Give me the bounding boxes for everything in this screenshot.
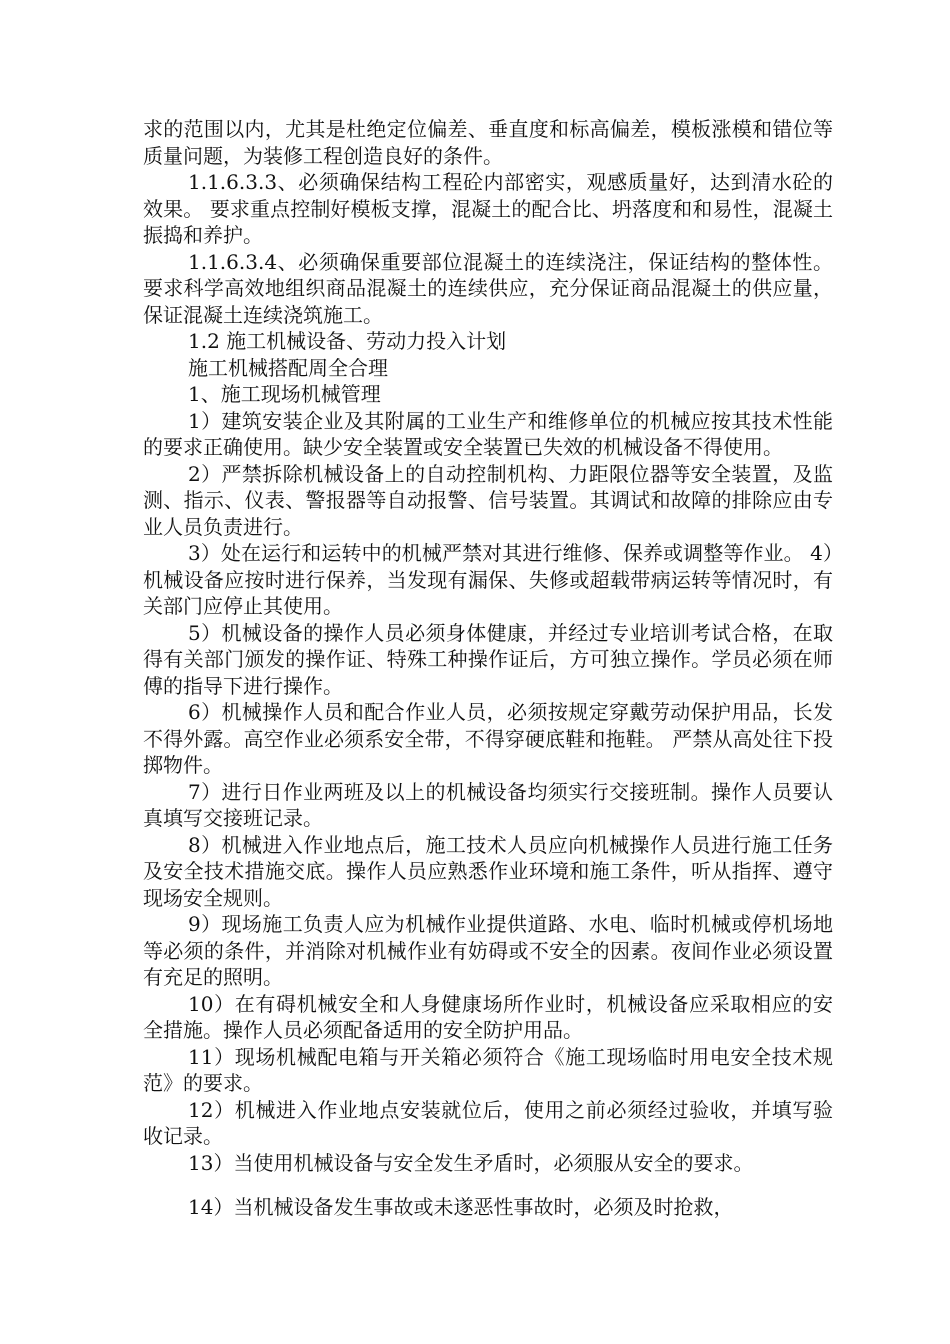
paragraph-continuation: 求的范围以内，尤其是杜绝定位偏差、垂直度和标高偏差，模板涨模和错位等质量问题，为装修工程创造良好的条件。 xyxy=(143,117,833,168)
section-heading-1-2: 1.2 施工机械设备、劳动力投入计划 xyxy=(188,329,507,353)
list-item-3-4: 3）处在运行和运转中的机械严禁对其进行维修、保养或调整等作业。 4）机械设备应按时进行保养，当发现有漏保、失修或超载带病运转等情况时，有关部门应停止其使用。 xyxy=(143,541,833,618)
subheading-site-machinery-management: 1、施工现场机械管理 xyxy=(188,382,381,406)
list-item-6: 6）机械操作人员和配合作业人员，必须按规定穿戴劳动保护用品，长发不得外露。高空作业必须系安全带，不得穿硬底鞋和拖鞋。 严禁从高处往下投掷物件。 xyxy=(143,700,833,777)
list-item-5: 5）机械设备的操作人员必须身体健康，并经过专业培训考试合格，在取得有关部门颁发的操作证、特殊工种操作证后，方可独立操作。学员必须在师傅的指导下进行操作。 xyxy=(143,620,833,698)
list-item-12: 12）机械进入作业地点安装就位后，使用之前必须经过验收，并填写验收记录。 xyxy=(143,1097,833,1148)
list-item-14: 14）当机械设备发生事故或未遂恶性事故时，必须及时抢救， xyxy=(188,1195,734,1219)
list-item-13: 13）当使用机械设备与安全发生矛盾时，必须服从安全的要求。 xyxy=(188,1150,754,1175)
list-item-11: 11）现场机械配电箱与开关箱必须符合《施工现场临时用电安全技术规范》的要求。 xyxy=(143,1044,833,1095)
list-item-10: 10）在有碍机械安全和人身健康场所作业时，机械设备应采取相应的安全措施。操作人员必须配备适用的安全防护用品。 xyxy=(143,991,833,1042)
subheading-machinery: 施工机械搭配周全合理 xyxy=(188,355,388,380)
paragraph-1-1-6-3-4: 1.1.6.3.4、必须确保重要部位混凝土的连续浇注，保证结构的整体性。 要求科学高效地组织商品混凝土的连续供应，充分保证商品混凝土的供应量，保证混凝土连续浇筑施工。 xyxy=(143,249,833,327)
list-item-2: 2）严禁拆除机械设备上的自动控制机构、力距限位器等安全装置，及监测、指示、仪表、警报器等自动报警、信号装置。其调试和故障的排除应由专业人员负责进行。 xyxy=(143,461,833,539)
list-item-7: 7）进行日作业两班及以上的机械设备均须实行交接班制。操作人员要认真填写交接班记录。 xyxy=(143,779,833,830)
list-item-9: 9）现场施工负责人应为机械作业提供道路、水电、临时机械或停机场地等必须的条件，并消除对机械作业有妨碍或不安全的因素。夜间作业必须设置有充足的照明。 xyxy=(143,912,833,989)
list-item-1: 1）建筑安装企业及其附属的工业生产和维修单位的机械应按其技术性能的要求正确使用。缺少安全装置或安全装置已失效的机械设备不得使用。 xyxy=(143,408,833,459)
document-body xyxy=(143,116,833,1221)
list-item-8: 8）机械进入作业地点后，施工技术人员应向机械操作人员进行施工任务及安全技术措施交底。操作人员应熟悉作业环境和施工条件，听从指挥、遵守现场安全规则。 xyxy=(143,832,833,910)
paragraph-1-1-6-3-3: 1.1.6.3.3、必须确保结构工程砼内部密实，观感质量好，达到清水砼的效果。 要求重点控制好模板支撑，混凝土的配合比、坍落度和和易性，混凝土振捣和养护。 xyxy=(143,170,833,247)
